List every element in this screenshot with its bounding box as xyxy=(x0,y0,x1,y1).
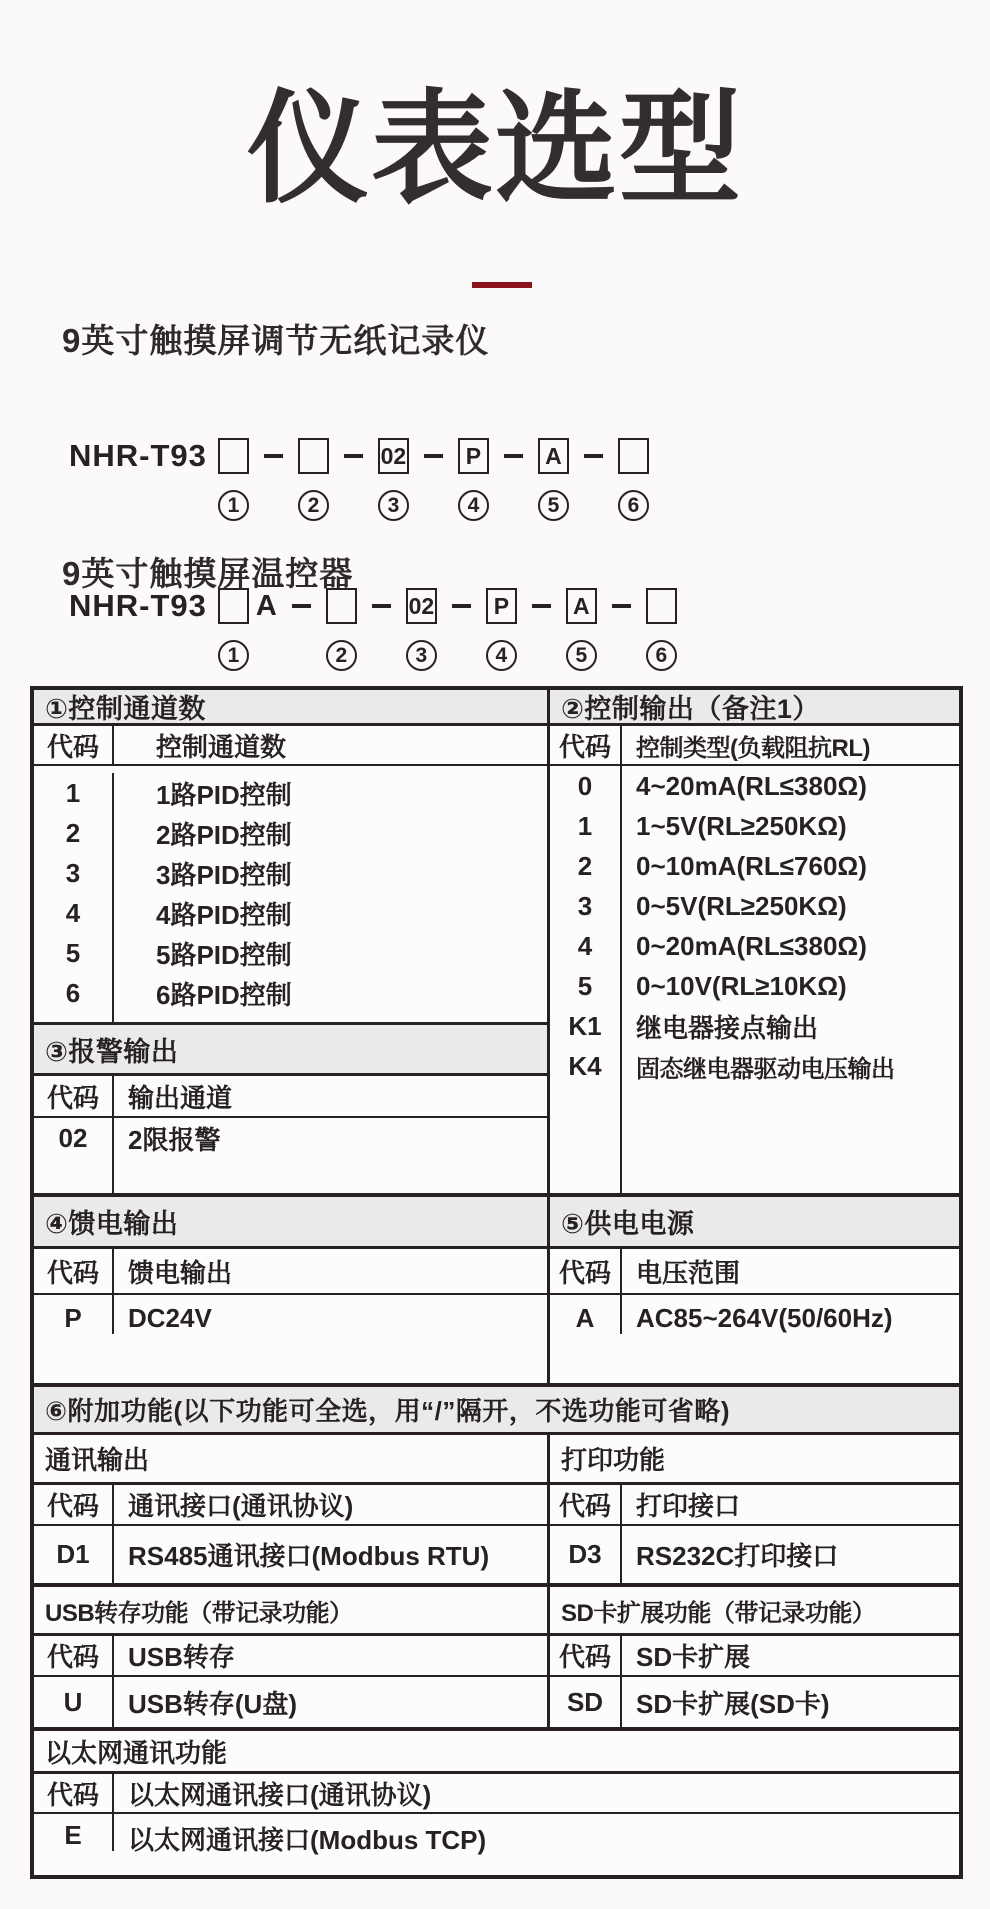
model-code-box: 02 xyxy=(406,588,437,624)
table-row xyxy=(550,1006,959,1046)
segment-number-circle: 5 xyxy=(566,640,597,671)
code-column-header: 代码 xyxy=(34,1249,114,1293)
table-row xyxy=(34,1677,547,1727)
dash-separator xyxy=(344,454,363,458)
code-cell xyxy=(34,1158,114,1193)
code-column-header: 代码 xyxy=(550,1636,622,1675)
segment-number-circle: 4 xyxy=(486,640,517,671)
model-1-prefix: NHR-T93 xyxy=(69,438,207,473)
model-2-fixed-code: A xyxy=(255,590,277,622)
table-row xyxy=(550,966,959,1006)
desc-cell: 继电器接点输出 xyxy=(636,1012,819,1043)
sd-subsection-title: SD卡扩展功能（带记录功能） xyxy=(550,1587,959,1636)
code-column-header: 代码 xyxy=(34,726,114,764)
table-row xyxy=(34,973,547,1013)
model-code-box: 02 xyxy=(378,438,409,474)
desc-cell: 0~20mA(RL≤380Ω) xyxy=(636,930,867,961)
section-3-column-header-row xyxy=(34,1076,547,1118)
table-block-usb-sd xyxy=(34,1587,959,1731)
desc-cell: 0~5V(RL≥250KΩ) xyxy=(636,890,847,921)
code-column-header: 代码 xyxy=(550,1249,622,1293)
table-row xyxy=(34,933,547,973)
section-6-header: ⑥附加功能(以下功能可全选，用“/”隔开，不选功能可省略) xyxy=(34,1387,959,1435)
table-row xyxy=(34,1118,547,1158)
table-row xyxy=(34,853,547,893)
desc-column-header: 馈电输出 xyxy=(128,1257,233,1288)
desc-column-header: SD卡扩展 xyxy=(636,1642,751,1672)
section-1-header: ①控制通道数 xyxy=(34,690,547,726)
code-cell: 3 xyxy=(34,853,114,893)
code-column-header: 代码 xyxy=(34,1774,114,1812)
print-column-header-row xyxy=(550,1485,959,1526)
table-row xyxy=(550,1677,959,1727)
table-row xyxy=(34,813,547,853)
desc-column-header: 以太网通讯接口(通讯协议) xyxy=(128,1779,432,1810)
desc-cell: RS232C打印接口 xyxy=(636,1541,839,1571)
model-code-box: P xyxy=(458,438,489,474)
code-cell: 4 xyxy=(550,926,622,966)
section-1-column-header-row xyxy=(34,726,547,766)
code-cell: D3 xyxy=(550,1526,622,1583)
desc-cell: AC85~264V(50/60Hz) xyxy=(636,1303,893,1333)
section-2-column-header-row xyxy=(550,726,959,766)
desc-cell: SD卡扩展(SD卡) xyxy=(636,1688,830,1719)
model-1-segment xyxy=(298,438,329,521)
model-1-segment xyxy=(538,438,569,521)
desc-cell: 0~10V(RL≥10KΩ) xyxy=(636,970,847,1001)
model-2-segment xyxy=(566,588,597,671)
desc-cell: 1路PID控制 xyxy=(156,779,292,810)
desc-column-header: 打印接口 xyxy=(636,1491,741,1521)
filler-row xyxy=(34,1013,547,1022)
dash-separator xyxy=(292,604,311,608)
desc-cell: 0~10mA(RL≤760Ω) xyxy=(636,850,867,881)
table-row xyxy=(550,846,959,886)
desc-cell: 6路PID控制 xyxy=(156,979,292,1010)
code-cell: K4 xyxy=(550,1046,622,1086)
section-1-body xyxy=(34,766,547,1025)
code-cell: P xyxy=(34,1295,114,1334)
section-3-header: ③报警输出 xyxy=(34,1025,547,1076)
usb-column-header-row xyxy=(34,1636,547,1677)
segment-number-circle: 6 xyxy=(646,640,677,671)
segment-number-circle: 2 xyxy=(326,640,357,671)
model-code-box xyxy=(298,438,329,474)
desc-cell: 5路PID控制 xyxy=(156,939,292,970)
code-cell: 4 xyxy=(34,893,114,933)
desc-cell: 1~5V(RL≥250KΩ) xyxy=(636,810,847,841)
desc-cell: 以太网通讯接口(Modbus TCP) xyxy=(128,1825,487,1855)
code-cell: 2 xyxy=(550,846,622,886)
code-column-header: 代码 xyxy=(34,1636,114,1675)
code-cell: SD xyxy=(550,1677,622,1727)
model-code-box: A xyxy=(566,588,597,624)
code-cell: 5 xyxy=(550,966,622,1006)
dash-separator xyxy=(424,454,443,458)
dash-separator xyxy=(264,454,283,458)
section-5-header: ⑤供电电源 xyxy=(550,1197,959,1249)
title-underline-divider xyxy=(472,282,532,288)
code-cell: U xyxy=(34,1677,114,1727)
dash-separator xyxy=(452,604,471,608)
dash-separator xyxy=(532,604,551,608)
code-cell: 02 xyxy=(34,1118,114,1158)
desc-cell: USB转存(U盘) xyxy=(128,1688,297,1719)
filler-row xyxy=(550,1086,959,1193)
table-row xyxy=(550,926,959,966)
model-1-subtitle: 9英寸触摸屏调节无纸记录仪 xyxy=(62,322,490,359)
table-block-top xyxy=(34,690,959,1197)
desc-column-header: 输出通道 xyxy=(128,1082,233,1113)
desc-column-header: 控制类型(负载阻抗RL) xyxy=(636,734,870,762)
code-cell: 1 xyxy=(550,806,622,846)
ethernet-column-header-row xyxy=(34,1774,959,1814)
segment-number-circle: 1 xyxy=(218,640,249,671)
section-4-column-header-row xyxy=(34,1249,547,1295)
table-row xyxy=(550,886,959,926)
section-4-header: ④馈电输出 xyxy=(34,1197,547,1249)
segment-number-circle: 3 xyxy=(406,640,437,671)
model-2-subtitle: 9英寸触摸屏温控器 xyxy=(62,555,354,592)
usb-subsection-title: USB转存功能（带记录功能） xyxy=(34,1587,547,1636)
code-cell: E xyxy=(34,1814,114,1851)
page-title: 仪表选型 xyxy=(247,81,743,217)
code-cell: 5 xyxy=(34,933,114,973)
table-row xyxy=(34,893,547,933)
desc-cell: 2限报警 xyxy=(128,1124,221,1155)
model-2-code-diagram xyxy=(69,588,677,671)
table-row xyxy=(550,1295,959,1383)
model-code-box xyxy=(218,588,249,624)
desc-column-header: USB转存 xyxy=(128,1642,235,1672)
dash-separator xyxy=(372,604,391,608)
code-cell: 6 xyxy=(34,973,114,1013)
table-row xyxy=(550,1526,959,1583)
code-cell xyxy=(550,1086,622,1193)
model-code-box: P xyxy=(486,588,517,624)
code-column-header: 代码 xyxy=(550,1485,622,1524)
ethernet-subsection-title: 以太网通讯功能 xyxy=(34,1731,959,1774)
table-row xyxy=(34,773,547,813)
segment-number-circle: 5 xyxy=(538,490,569,521)
table-row xyxy=(34,1295,547,1383)
table-row xyxy=(34,1814,959,1875)
code-cell: 2 xyxy=(34,813,114,853)
filler-row xyxy=(34,1158,547,1193)
desc-cell: 3路PID控制 xyxy=(156,859,292,890)
code-column-header: 代码 xyxy=(550,726,622,764)
model-1-code-diagram xyxy=(69,438,649,521)
model-2-segment xyxy=(326,588,357,671)
model-2-segment xyxy=(218,588,249,671)
model-1-segment xyxy=(378,438,409,521)
model-code-box xyxy=(646,588,677,624)
selection-table xyxy=(30,686,963,1879)
desc-cell: DC24V xyxy=(128,1303,212,1333)
code-cell: 3 xyxy=(550,886,622,926)
dash-separator xyxy=(612,604,631,608)
segment-number-circle: 3 xyxy=(378,490,409,521)
table-row xyxy=(550,1046,959,1086)
code-column-header: 代码 xyxy=(34,1485,114,1524)
model-2-prefix: NHR-T93 xyxy=(69,588,207,623)
segment-number-circle: 6 xyxy=(618,490,649,521)
code-cell: A xyxy=(550,1295,622,1334)
desc-column-header: 通讯接口(通讯协议) xyxy=(128,1491,354,1521)
desc-cell: 4~20mA(RL≤380Ω) xyxy=(636,770,867,801)
code-cell: K1 xyxy=(550,1006,622,1046)
section-2-header: ②控制输出（备注1） xyxy=(550,690,959,726)
table-block-comm-print xyxy=(34,1435,959,1587)
model-code-box xyxy=(218,438,249,474)
model-1-segment xyxy=(618,438,649,521)
code-column-header: 代码 xyxy=(34,1076,114,1116)
model-code-box: A xyxy=(538,438,569,474)
model-1-segment xyxy=(458,438,489,521)
desc-cell: RS485通讯接口(Modbus RTU) xyxy=(128,1541,490,1571)
segment-number-circle: 2 xyxy=(298,490,329,521)
section-5-column-header-row xyxy=(550,1249,959,1295)
code-cell: 1 xyxy=(34,773,114,813)
table-row xyxy=(550,766,959,806)
desc-column-header: 电压范围 xyxy=(636,1257,741,1288)
model-2-segment xyxy=(406,588,437,671)
code-cell: D1 xyxy=(34,1526,114,1583)
table-block-ethernet xyxy=(34,1731,959,1875)
model-2-segment xyxy=(646,588,677,671)
desc-column-header: 控制通道数 xyxy=(156,731,287,762)
comm-column-header-row xyxy=(34,1485,547,1526)
print-subsection-title: 打印功能 xyxy=(550,1435,959,1485)
dash-separator xyxy=(504,454,523,458)
segment-number-circle: 1 xyxy=(218,490,249,521)
model-1-segment xyxy=(218,438,249,521)
model-code-box xyxy=(326,588,357,624)
sd-column-header-row xyxy=(550,1636,959,1677)
code-cell: 0 xyxy=(550,766,622,806)
desc-cell: 4路PID控制 xyxy=(156,899,292,930)
segment-number-circle: 4 xyxy=(458,490,489,521)
desc-cell: 固态继电器驱动电压输出 xyxy=(636,1055,895,1083)
model-code-box xyxy=(618,438,649,474)
desc-cell: 2路PID控制 xyxy=(156,819,292,850)
table-row xyxy=(550,806,959,846)
table-row xyxy=(34,1526,547,1583)
dash-separator xyxy=(584,454,603,458)
table-block-power xyxy=(34,1197,959,1387)
model-2-segment xyxy=(486,588,517,671)
comm-subsection-title: 通讯输出 xyxy=(34,1435,547,1485)
code-cell xyxy=(34,1013,114,1022)
